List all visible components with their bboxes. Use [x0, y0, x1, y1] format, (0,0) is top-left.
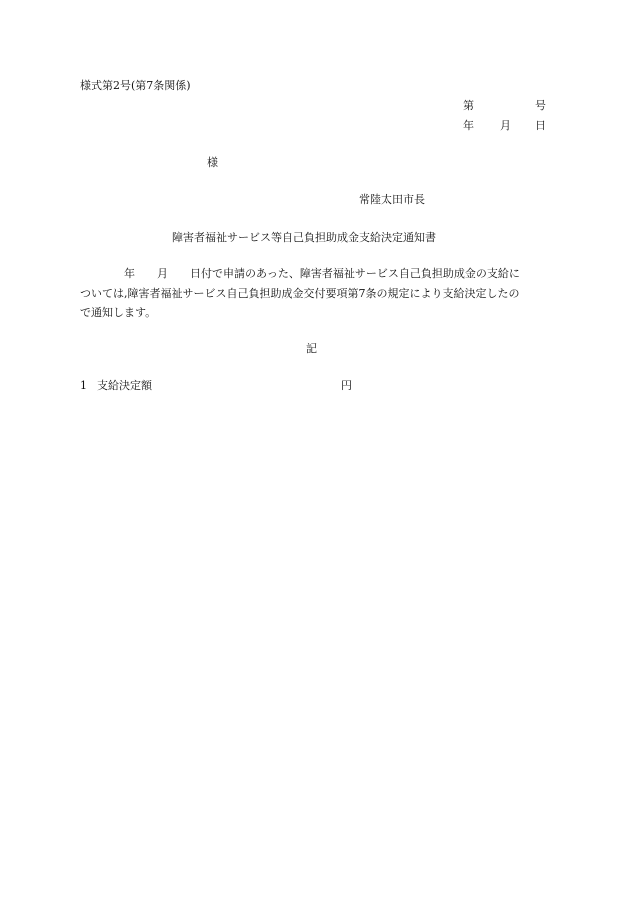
body-year-label: 年 — [124, 267, 135, 280]
body-line-1-text: 日付で申請のあった、障害者福祉サービス自己負担助成金の支給に — [190, 267, 520, 280]
body-line-1 — [80, 268, 520, 279]
ki-heading: 記 — [306, 342, 317, 355]
issuer-name: 常陸太田市長 — [359, 193, 425, 206]
date-month-label: 月 — [500, 119, 511, 132]
document-number-suffix: 号 — [535, 99, 546, 112]
item-number: 1 — [80, 379, 87, 392]
document-number-prefix: 第 — [463, 99, 474, 112]
item-unit: 円 — [341, 379, 352, 392]
body-line-2: ついては,障害者福祉サービス自己負担助成金交付要項第7条の規定により支給決定したの — [80, 287, 520, 300]
date-year-label: 年 — [463, 119, 474, 132]
body-month-label: 月 — [157, 267, 168, 280]
addressee-honorific: 様 — [207, 156, 218, 169]
form-label: 様式第2号(第7条関係) — [80, 79, 191, 92]
item-label: 支給決定額 — [97, 379, 152, 392]
date-day-label: 日 — [535, 119, 546, 132]
document-title: 障害者福祉サービス等自己負担助成金支給決定通知書 — [172, 231, 436, 244]
body-line-3: で通知します。 — [80, 306, 157, 319]
